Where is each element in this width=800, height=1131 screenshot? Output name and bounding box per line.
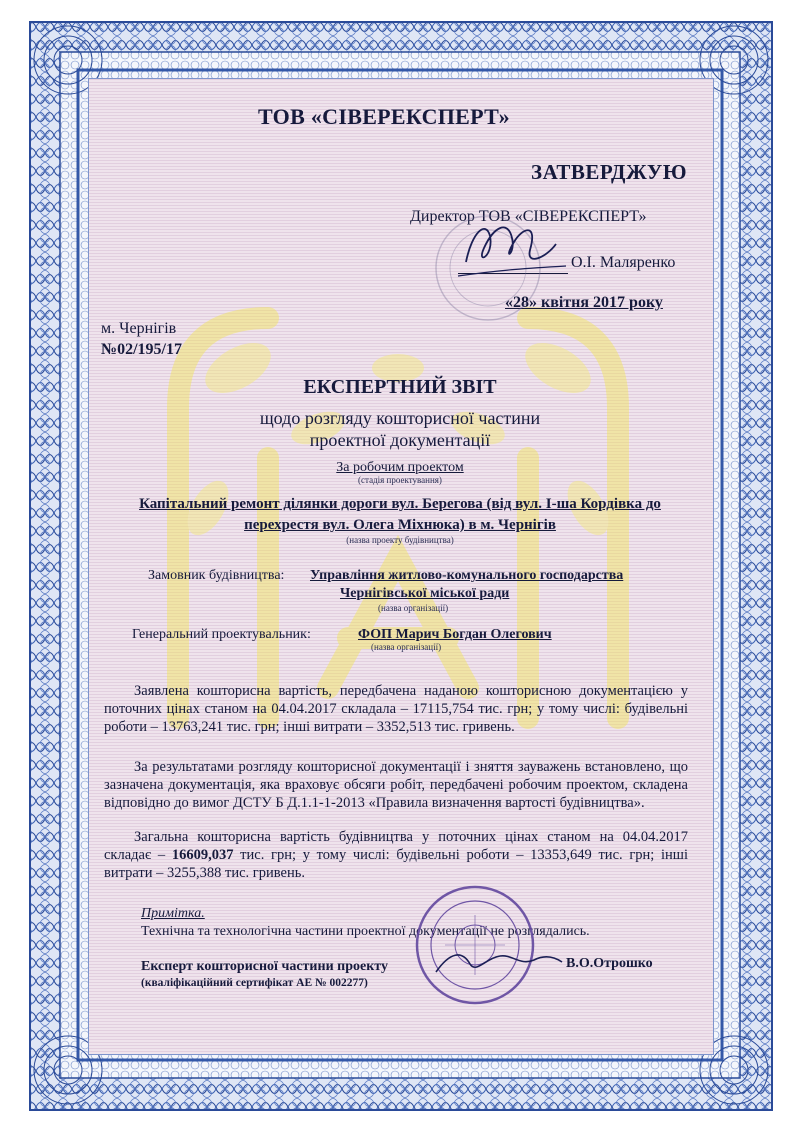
project-name <box>110 494 690 536</box>
design-stage: За робочим проектом <box>336 460 464 475</box>
design-stage-caption: (стадія проектування) <box>358 475 442 485</box>
client-value-line-2: Чернігівської міської ради <box>340 586 510 601</box>
project-name-line-1: Капітальний ремонт ділянки дороги вул. Берегова (від вул. І-ша Кордівка до <box>139 496 661 512</box>
city: м. Чернігів <box>101 320 177 337</box>
approval-date: «28» квітня 2017 року <box>505 294 663 311</box>
director-title: Директор ТОВ «СІВЕРЕКСПЕРТ» <box>410 208 647 225</box>
director-name: О.І. Маляренко <box>571 254 676 271</box>
expert-label: Експерт кошторисної частини проекту <box>141 959 388 974</box>
client-caption: (назва організації) <box>378 603 449 613</box>
note-label: Примітка. <box>141 906 205 921</box>
report-subtitle-2: проектної документації <box>309 430 491 450</box>
designer-value: ФОП Марич Богдан Олегович <box>358 627 552 642</box>
project-caption: (назва проекту будівництва) <box>346 535 454 545</box>
company-name: ТОВ «СІВЕРЕКСПЕРТ» <box>258 104 510 129</box>
paragraph-total-cost <box>104 828 688 882</box>
expert-name: В.О.Отрошко <box>566 956 653 971</box>
report-number: №02/195/17 <box>101 341 182 358</box>
report-title: ЕКСПЕРТНИЙ ЗВІТ <box>303 376 497 398</box>
total-cost-amount: 16609,037 <box>171 847 234 863</box>
paragraph-declared-cost: Заявлена кошторисна вартість, передбачена наданою кошторисною документацією у поточних цінах станом на 04.04.2017 складала – 17115,754 тис. грн; у тому числі: будівельні роботи – 13763,241 тис. грн; інші витрати – 3352,513 тис. гривень. <box>104 683 688 735</box>
designer-label: Генеральний проектувальник: <box>132 627 311 642</box>
approve-label: ЗАТВЕРДЖУЮ <box>531 160 687 184</box>
expert-certificate: (кваліфікаційний сертифікат АЕ № 002277) <box>141 977 368 989</box>
signature-line <box>458 273 568 274</box>
note-text: Технічна та технологічна частини проектної документації не розглядались. <box>141 924 590 939</box>
designer-caption: (назва організації) <box>371 642 442 652</box>
client-value-line-1: Управління житлово-комунального господарства <box>310 568 624 583</box>
client-label: Замовник будівництва: <box>148 568 285 583</box>
total-cost-text-2: тис. грн; у тому числі: будівельні роботи – 13353,649 тис. грн; інші витрати – 3255,388 тис. гривень. <box>104 847 688 881</box>
paragraph-review-result: За результатами розгляду кошторисної документації і зняття зауважень встановлено, що зазначена документація, яка враховує обсяги робіт, передбачені робочим проектом, складена відповідно до вимог ДСТУ Б Д.1.1-1-2013 «Правила визначення вартості будівництва». <box>104 759 688 811</box>
project-name-line-2: перехрестя вул. Олега Міхнюка) в м. Чернігів <box>244 517 556 533</box>
total-cost-text-1: Загальна кошторисна вартість будівництва у поточних цінах станом на 04.04.2017 складає – <box>104 829 688 863</box>
report-subtitle-1: щодо розгляду кошторисної частини <box>259 408 541 428</box>
